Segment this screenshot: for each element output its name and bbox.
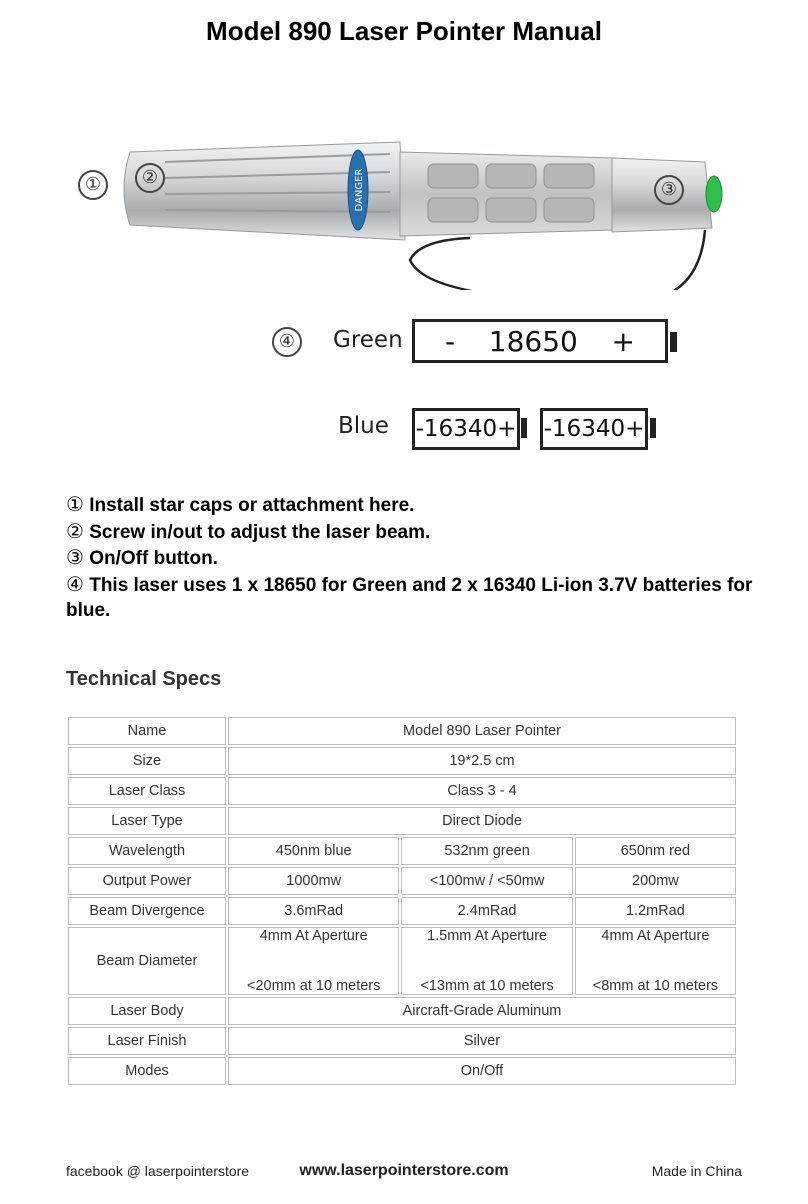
green-battery-model: 18650 bbox=[488, 324, 578, 358]
blue-label: Blue bbox=[338, 413, 389, 439]
blue-battery-2: -16340+ bbox=[540, 408, 648, 450]
footer-website: www.laserpointerstore.com bbox=[299, 1162, 509, 1179]
green-battery-minus: - bbox=[445, 324, 456, 358]
instruction-item: ③ On/Off button. bbox=[66, 545, 218, 569]
table-row: Size 19*2.5 cm bbox=[68, 747, 736, 775]
table-row: Output Power 1000mw <100mw / <50mw 200mw bbox=[68, 867, 736, 895]
table-row: Beam Diameter 4mm At Aperture <20mm at 10 meters 1.5mm At Aperture <13mm at 10 meters 4mm At Aperture <8mm at 10 meters bbox=[68, 927, 736, 995]
laser-pointer-illustration bbox=[0, 90, 808, 290]
blue-battery-2-terminal bbox=[650, 418, 656, 438]
table-row: Laser Finish Silver bbox=[68, 1027, 736, 1055]
instruction-item: ② Screw in/out to adjust the laser beam. bbox=[66, 518, 431, 543]
table-row: Modes On/Off bbox=[68, 1057, 736, 1085]
green-battery bbox=[412, 319, 668, 363]
table-row: Beam Divergence 3.6mRad 2.4mRad 1.2mRad bbox=[68, 897, 736, 925]
danger-sticker-text: DANGER bbox=[354, 168, 365, 212]
table-row: Wavelength 450nm blue 532nm green 650nm red bbox=[68, 837, 736, 865]
footer-facebook: facebook @ laserpointerstore bbox=[66, 1163, 250, 1179]
green-battery-plus: + bbox=[611, 324, 635, 358]
table-row: Laser Class Class 3 - 4 bbox=[68, 777, 736, 805]
callout-1: ① bbox=[78, 170, 108, 200]
instructions-list bbox=[66, 492, 756, 624]
table-row: Laser Body Aircraft-Grade Aluminum bbox=[68, 997, 736, 1025]
specs-heading: Technical Specs bbox=[66, 668, 222, 690]
instruction-item: ④ This laser uses 1 x 18650 for Green and 2 x 16340 Li-ion 3.7V batteries for blue. bbox=[66, 571, 753, 621]
blue-battery-1-terminal bbox=[521, 418, 527, 438]
callout-2: ② bbox=[135, 163, 165, 193]
green-battery-terminal bbox=[670, 332, 677, 352]
laser-pointer-diagram bbox=[0, 90, 808, 470]
green-label: Green bbox=[333, 327, 403, 353]
table-row: Name Model 890 Laser Pointer bbox=[68, 717, 736, 745]
footer-made-in: Made in China bbox=[651, 1163, 742, 1179]
callout-3: ③ bbox=[654, 175, 684, 205]
page-title: Model 890 Laser Pointer Manual bbox=[206, 16, 602, 46]
callout-4: ④ bbox=[272, 327, 302, 357]
table-row: Laser Type Direct Diode bbox=[68, 807, 736, 835]
instruction-item: ① Install star caps or attachment here. bbox=[66, 492, 415, 516]
blue-battery-1: -16340+ bbox=[412, 408, 520, 450]
specs-table bbox=[66, 715, 738, 1087]
